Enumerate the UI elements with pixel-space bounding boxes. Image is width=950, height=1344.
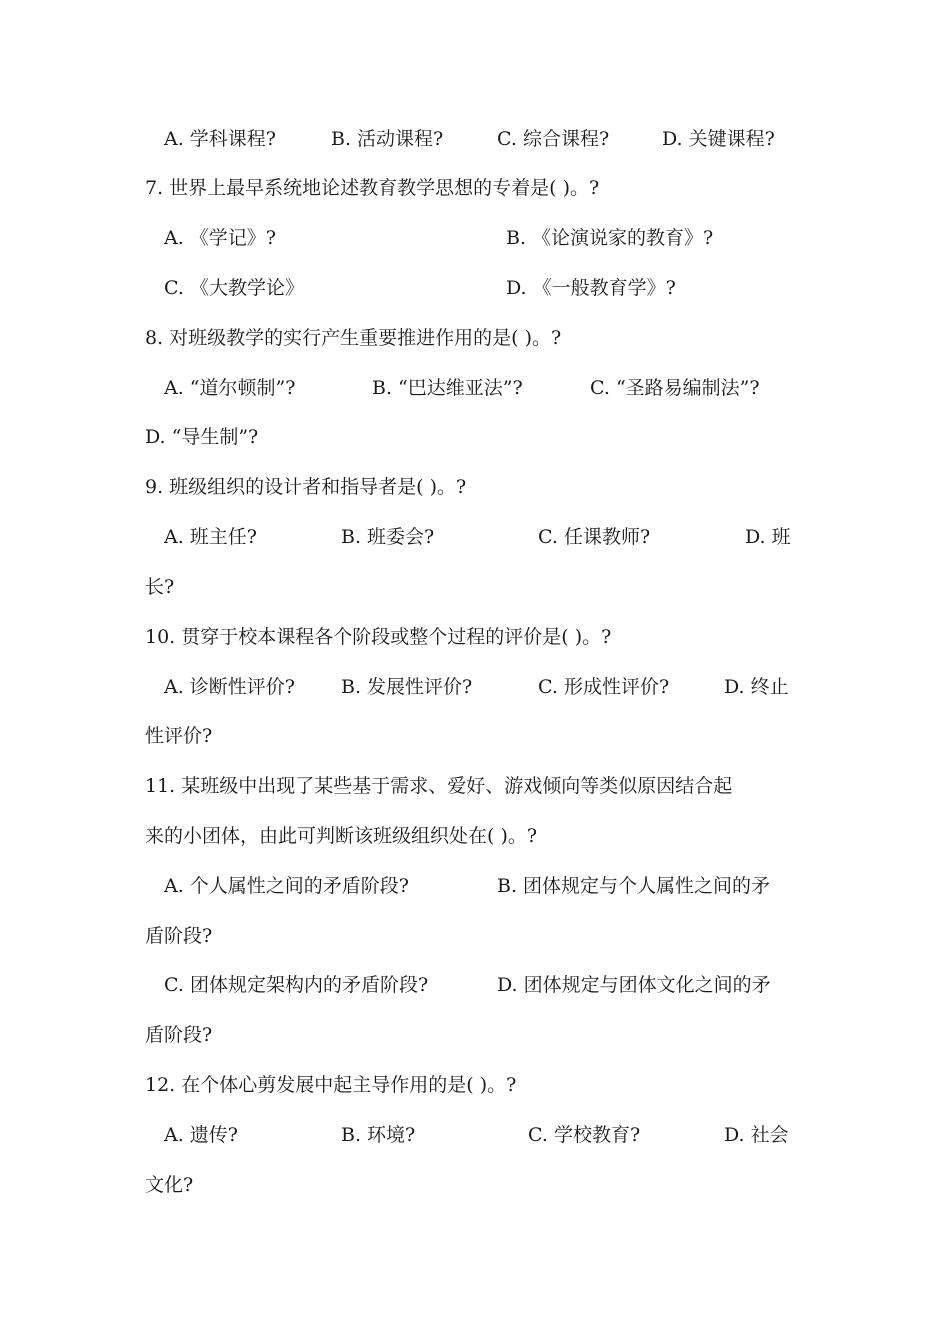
option-9a: A. 班主任? xyxy=(164,526,257,548)
question-11-cont: 来的小团体，由此可判断该班级组织处在( )。? xyxy=(145,825,538,847)
option-7a: A. 《学记》? xyxy=(164,227,276,249)
option-12c: C. 学校教育? xyxy=(528,1124,641,1146)
option-9c: C. 任课教师? xyxy=(538,526,651,548)
option-9d-cont: 长? xyxy=(145,576,175,598)
option-12a: A. 遗传? xyxy=(164,1124,238,1146)
option-12b: B. 环境? xyxy=(341,1124,416,1146)
option-10a: A. 诊断性评价? xyxy=(164,676,295,698)
option-11d-cont: 盾阶段? xyxy=(145,1024,213,1046)
option-7d: D. 《一般教育学》? xyxy=(506,277,676,299)
option-7b: B. 《论演说家的教育》? xyxy=(506,227,714,249)
question-7: 7. 世界上最早系统地论述教育教学思想的专着是( )。? xyxy=(145,177,600,199)
question-11: 11. 某班级中出现了某些基于需求、爱好、游戏倾向等类似原因结合起 xyxy=(145,775,733,797)
question-12: 12. 在个体心剪发展中起主导作用的是( )。? xyxy=(145,1074,517,1096)
option-10d: D. 终止 xyxy=(724,676,789,698)
option-8a: A. “道尔顿制”? xyxy=(164,377,296,399)
option-9b: B. 班委会? xyxy=(341,526,435,548)
question-8: 8. 对班级教学的实行产生重要推进作用的是( )。? xyxy=(145,327,562,349)
option-6b: B. 活动课程? xyxy=(331,128,444,150)
option-7c: C. 《大教学论》 xyxy=(164,277,304,299)
option-11d: D. 团体规定与团体文化之间的矛 xyxy=(497,974,771,996)
question-9: 9. 班级组织的设计者和指导者是( )。? xyxy=(145,476,467,498)
option-10b: B. 发展性评价? xyxy=(341,676,473,698)
option-8b: B. “巴达维亚法”? xyxy=(372,377,523,399)
question-10: 10. 贯穿于校本课程各个阶段或整个过程的评价是( )。? xyxy=(145,626,612,648)
option-11b-cont: 盾阶段? xyxy=(145,925,213,947)
option-12d: D. 社会 xyxy=(724,1124,789,1146)
option-11b: B. 团体规定与个人属性之间的矛 xyxy=(497,875,771,897)
option-11c: C. 团体规定架构内的矛盾阶段? xyxy=(164,974,429,996)
option-10c: C. 形成性评价? xyxy=(538,676,670,698)
option-10d-cont: 性评价? xyxy=(145,725,213,747)
option-6c: C. 综合课程? xyxy=(497,128,610,150)
option-12d-cont: 文化? xyxy=(145,1174,194,1196)
option-6d: D. 关键课程? xyxy=(662,128,775,150)
option-8d: D. “导生制”? xyxy=(145,426,259,448)
option-11a: A. 个人属性之间的矛盾阶段? xyxy=(164,875,409,897)
option-9d: D. 班 xyxy=(745,526,791,548)
option-6a: A. 学科课程? xyxy=(164,128,276,150)
option-8c: C. “圣路易编制法”? xyxy=(590,377,760,399)
